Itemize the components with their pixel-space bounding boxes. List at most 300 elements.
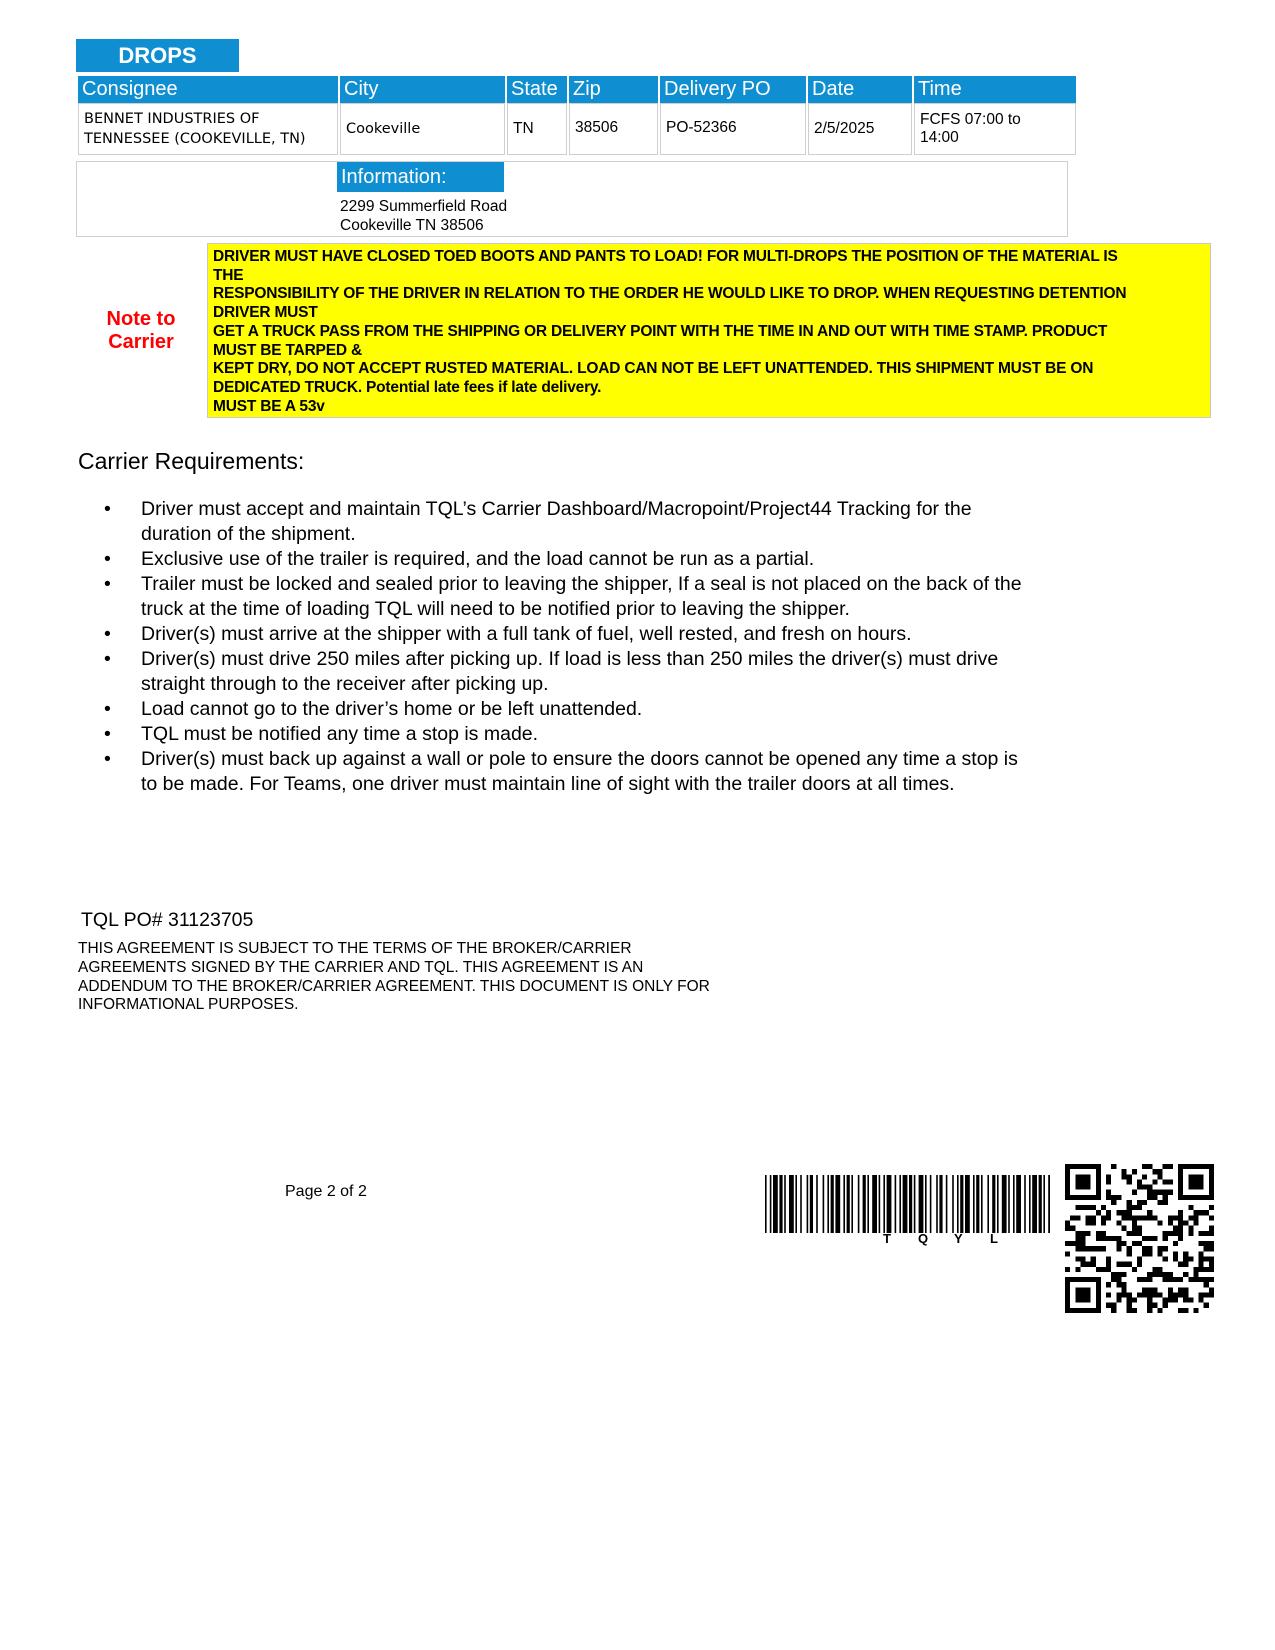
qr-module <box>1116 1221 1121 1226</box>
qr-module <box>1132 1308 1137 1313</box>
barcode-bar <box>872 1175 877 1233</box>
qr-module <box>1152 1179 1157 1184</box>
qr-module <box>1086 1215 1091 1220</box>
qr-module <box>1204 1277 1209 1282</box>
column-header-zip: Zip <box>569 76 658 103</box>
qr-module <box>1183 1251 1188 1256</box>
qr-module <box>1209 1205 1214 1210</box>
qr-module <box>1091 1256 1096 1261</box>
barcode-bar <box>823 1175 825 1233</box>
qr-module <box>1137 1262 1142 1267</box>
barcode-bar <box>1043 1175 1045 1233</box>
city-cell: Cookeville <box>340 103 505 155</box>
requirement-line: straight through to the receiver after picking up. <box>141 673 549 695</box>
qr-module <box>1065 1221 1070 1226</box>
qr-module <box>1122 1262 1127 1267</box>
barcode-bar <box>789 1175 794 1233</box>
qr-module <box>1065 1241 1070 1246</box>
qr-module <box>1127 1251 1132 1256</box>
qr-module <box>1116 1298 1121 1303</box>
note-line: RESPONSIBILITY OF THE DRIVER IN RELATION TO THE ORDER HE WOULD LIKE TO DROP. WHEN REQUESTING DETENTION <box>213 285 1127 303</box>
qr-module <box>1132 1215 1137 1220</box>
requirement-line: Driver(s) must drive 250 miles after picking up. If load is less than 250 miles the driver(s) must drive <box>141 648 999 670</box>
qr-module <box>1204 1241 1209 1246</box>
barcode-bar <box>765 1175 767 1233</box>
qr-module <box>1147 1303 1152 1308</box>
qr-module <box>1096 1210 1101 1215</box>
qr-module <box>1101 1236 1106 1241</box>
qr-module <box>1122 1226 1127 1231</box>
barcode-bar <box>863 1175 866 1233</box>
qr-module <box>1101 1221 1106 1226</box>
barcode-bar <box>957 1175 959 1233</box>
qr-module <box>1096 1246 1101 1251</box>
barcode-bar <box>883 1175 885 1233</box>
carrier-requirements-title: Carrier Requirements: <box>78 448 305 474</box>
column-header-city: City <box>340 76 505 103</box>
qr-module <box>1178 1226 1183 1231</box>
qr-module <box>1199 1251 1204 1256</box>
list-item <box>104 622 1074 647</box>
qr-module <box>1157 1308 1162 1313</box>
barcode-bar <box>925 1175 927 1233</box>
barcode-bar <box>909 1175 912 1233</box>
qr-module <box>1157 1169 1162 1174</box>
time-line: FCFS 07:00 to <box>920 111 1021 128</box>
barcode-bar <box>807 1175 809 1233</box>
qr-module <box>1065 1267 1070 1272</box>
qr-module <box>1178 1308 1183 1313</box>
qr-module <box>1101 1231 1106 1236</box>
qr-module <box>1075 1267 1080 1272</box>
page-number: Page 2 of 2 <box>285 1183 367 1200</box>
qr-module <box>1075 1287 1090 1302</box>
qr-module <box>1127 1308 1132 1313</box>
table-row <box>78 103 1076 155</box>
barcode-bar <box>1013 1175 1015 1233</box>
agreement-line: INFORMATIONAL PURPOSES. <box>78 996 299 1014</box>
qr-module <box>1086 1231 1091 1236</box>
qr-module <box>1204 1303 1209 1308</box>
qr-module <box>1122 1241 1127 1246</box>
qr-module <box>1183 1308 1188 1313</box>
delivery-po-cell: PO-52366 <box>660 103 806 155</box>
barcode-bar <box>973 1175 975 1233</box>
qr-module <box>1193 1277 1198 1282</box>
requirement-line: TQL must be notified any time a stop is made. <box>141 723 539 745</box>
time-line: 14:00 <box>920 129 959 146</box>
qr-module <box>1116 1292 1121 1297</box>
qr-module <box>1157 1251 1162 1256</box>
barcode-bar <box>1048 1175 1050 1233</box>
barcode-bar <box>895 1175 897 1233</box>
barcode-bar <box>952 1175 954 1233</box>
qr-module <box>1116 1277 1121 1282</box>
qr-module <box>1116 1236 1121 1241</box>
qr-module <box>1111 1164 1116 1169</box>
qr-module <box>1106 1195 1111 1200</box>
qr-module <box>1147 1190 1152 1195</box>
qr-module <box>1106 1179 1111 1184</box>
table-header-row <box>78 76 1076 103</box>
note-to-carrier-label <box>95 308 187 354</box>
qr-module <box>1070 1215 1075 1220</box>
qr-module <box>1209 1292 1214 1297</box>
qr-module <box>1137 1241 1142 1246</box>
qr-module <box>1116 1246 1121 1251</box>
qr-module <box>1163 1190 1168 1195</box>
qr-module <box>1142 1277 1147 1282</box>
qr-module <box>1106 1262 1111 1267</box>
qr-module <box>1152 1287 1157 1292</box>
qr-module <box>1152 1190 1157 1195</box>
information-box <box>76 161 1068 237</box>
qr-module <box>1204 1256 1209 1261</box>
qr-module <box>1209 1231 1214 1236</box>
bullet: • <box>104 573 111 595</box>
qr-module <box>1080 1262 1085 1267</box>
tql-po-number: TQL PO# 31123705 <box>81 909 254 931</box>
qr-module <box>1157 1174 1162 1179</box>
qr-module <box>1091 1246 1096 1251</box>
qr-module <box>1127 1205 1132 1210</box>
barcode-bar <box>816 1175 818 1233</box>
qr-module <box>1127 1215 1132 1220</box>
qr-module <box>1147 1236 1152 1241</box>
qr-module <box>1199 1231 1204 1236</box>
qr-module <box>1111 1200 1116 1205</box>
qr-module <box>1106 1190 1111 1195</box>
note-line: GET A TRUCK PASS FROM THE SHIPPING OR DELIVERY POINT WITH THE TIME IN AND OUT WITH TIME STAMP. PRODUCT <box>213 322 1108 340</box>
qr-module <box>1173 1226 1178 1231</box>
barcode-bar <box>1024 1175 1026 1233</box>
qr-module <box>1147 1308 1152 1313</box>
qr-module <box>1147 1215 1152 1220</box>
qr-module <box>1183 1256 1188 1261</box>
barcode-bar <box>867 1175 869 1233</box>
qr-module <box>1188 1277 1193 1282</box>
qr-module <box>1163 1298 1168 1303</box>
qr-module <box>1101 1246 1106 1251</box>
note-line: KEPT DRY, DO NOT ACCEPT RUSTED MATERIAL. LOAD CAN NOT BE LEFT UNATTENDED. THIS SHIPMENT MUST BE ON <box>213 360 1094 378</box>
qr-module <box>1106 1303 1111 1308</box>
bullet: • <box>104 623 111 645</box>
note-line: THE <box>213 266 244 284</box>
requirement-line: Trailer must be locked and sealed prior to leaving the shipper, If a seal is not placed on the back of the <box>141 573 1022 595</box>
requirement-line: Exclusive use of the trailer is required, and the load cannot be run as a partial. <box>141 548 815 570</box>
qr-module <box>1163 1303 1168 1308</box>
qr-module <box>1132 1298 1137 1303</box>
qr-module <box>1157 1292 1162 1297</box>
qr-module <box>1132 1205 1137 1210</box>
qr-module <box>1101 1205 1106 1210</box>
qr-module <box>1157 1272 1162 1277</box>
qr-module <box>1106 1282 1111 1287</box>
qr-module <box>1122 1282 1127 1287</box>
barcode-bar <box>831 1175 834 1233</box>
qr-module <box>1132 1169 1137 1174</box>
qr-module <box>1075 1241 1080 1246</box>
list-item <box>104 747 1074 797</box>
carrier-requirements-list <box>104 497 1074 797</box>
qr-module <box>1204 1267 1209 1272</box>
qr-module <box>1193 1221 1198 1226</box>
agreement-line: ADDENDUM TO THE BROKER/CARRIER AGREEMENT. THIS DOCUMENT IS ONLY FOR <box>78 977 710 995</box>
qr-module <box>1163 1164 1168 1169</box>
qr-module <box>1096 1236 1101 1241</box>
qr-module <box>1183 1272 1188 1277</box>
barcode-bar <box>1002 1175 1007 1233</box>
qr-module <box>1122 1174 1127 1179</box>
qr-module <box>1075 1215 1080 1220</box>
qr-module <box>1173 1298 1178 1303</box>
qr-module <box>1142 1236 1147 1241</box>
qr-module <box>1178 1292 1183 1297</box>
qr-module <box>1183 1287 1188 1292</box>
list-item <box>104 722 1074 747</box>
barcode-bar <box>930 1175 932 1233</box>
qr-module <box>1080 1231 1085 1236</box>
qr-module <box>1163 1195 1168 1200</box>
qr-module <box>1147 1195 1152 1200</box>
qr-module <box>1137 1256 1142 1261</box>
information-label: Information: <box>337 162 504 192</box>
agreement-line: THIS AGREEMENT IS SUBJECT TO THE TERMS OF THE BROKER/CARRIER <box>78 940 632 957</box>
qr-module <box>1132 1231 1137 1236</box>
qr-module <box>1091 1262 1096 1267</box>
requirement-line: Driver(s) must back up against a wall or pole to ensure the doors cannot be opened any time a stop is <box>141 748 1018 770</box>
barcode-bar <box>903 1175 908 1233</box>
qr-module <box>1188 1174 1203 1189</box>
bullet: • <box>104 498 111 520</box>
requirement-line: Driver(s) must arrive at the shipper with a full tank of fuel, well rested, and fresh on hours. <box>141 623 912 645</box>
qr-module <box>1147 1298 1152 1303</box>
bullet: • <box>104 748 111 770</box>
qr-module <box>1080 1236 1085 1241</box>
qr-module <box>1147 1272 1152 1277</box>
barcode-bar <box>939 1175 942 1233</box>
note-line: DEDICATED TRUCK. Potential late fees if late delivery. <box>213 378 602 396</box>
qr-module <box>1065 1251 1070 1256</box>
qr-module <box>1142 1246 1147 1251</box>
qr-module <box>1188 1231 1193 1236</box>
barcode-bar <box>773 1175 778 1233</box>
barcode-char: Y <box>954 1231 963 1246</box>
barcode-bar <box>847 1175 850 1233</box>
qr-module <box>1127 1303 1132 1308</box>
qr-module <box>1183 1298 1188 1303</box>
drops-section-title: DROPS <box>76 39 239 72</box>
qr-module <box>1193 1272 1198 1277</box>
qr-module <box>1152 1195 1157 1200</box>
qr-module <box>1209 1267 1214 1272</box>
qr-module <box>1116 1195 1121 1200</box>
qr-module <box>1178 1262 1183 1267</box>
barcode-bar <box>779 1175 782 1233</box>
qr-module <box>1168 1215 1173 1220</box>
consignee-line: BENNET INDUSTRIES OF <box>84 111 260 127</box>
qr-module <box>1116 1262 1121 1267</box>
qr-module <box>1152 1292 1157 1297</box>
barcode-bar <box>946 1175 948 1233</box>
qr-module <box>1080 1241 1085 1246</box>
qr-module <box>1106 1236 1111 1241</box>
qr-module <box>1152 1272 1157 1277</box>
qr-module <box>1147 1164 1152 1169</box>
qr-module <box>1116 1241 1121 1246</box>
qr-module <box>1106 1215 1111 1220</box>
qr-module <box>1163 1256 1168 1261</box>
barcode-bar <box>997 1175 999 1233</box>
qr-module <box>1127 1262 1132 1267</box>
qr-module <box>1157 1190 1162 1195</box>
qr-module <box>1137 1200 1142 1205</box>
address-line: Cookeville TN 38506 <box>340 217 484 234</box>
qr-module <box>1132 1226 1137 1231</box>
qr-module <box>1168 1277 1173 1282</box>
qr-module <box>1106 1174 1111 1179</box>
qr-module <box>1142 1292 1147 1297</box>
qr-module <box>1163 1277 1168 1282</box>
qr-module <box>1193 1215 1198 1220</box>
qr-module <box>1122 1272 1127 1277</box>
qr-module <box>1163 1246 1168 1251</box>
barcode-bar <box>858 1175 860 1233</box>
list-item <box>104 647 1074 697</box>
qr-module <box>1204 1292 1209 1297</box>
barcode-bar <box>887 1175 892 1233</box>
qr-module <box>1163 1200 1168 1205</box>
qr-module <box>1101 1267 1106 1272</box>
qr-module <box>1188 1226 1193 1231</box>
qr-module <box>1173 1231 1178 1236</box>
qr-module <box>1142 1185 1147 1190</box>
barcode-bar <box>965 1175 970 1233</box>
barcode-bar <box>1008 1175 1010 1233</box>
note-label-line: Carrier <box>108 331 174 353</box>
qr-module <box>1075 1174 1090 1189</box>
delivery-address <box>340 197 507 235</box>
qr-module <box>1132 1267 1137 1272</box>
qr-module <box>1091 1205 1096 1210</box>
qr-module <box>1142 1215 1147 1220</box>
column-header-consignee: Consignee <box>78 76 338 103</box>
qr-module <box>1137 1231 1142 1236</box>
barcode-bar <box>770 1175 772 1233</box>
qr-module <box>1209 1277 1214 1282</box>
qr-module <box>1152 1236 1157 1241</box>
qr-module <box>1132 1190 1137 1195</box>
bullet: • <box>104 648 111 670</box>
qr-code-image <box>1065 1164 1214 1313</box>
qr-module <box>1152 1169 1157 1174</box>
qr-module <box>1106 1292 1111 1297</box>
qr-module <box>1163 1272 1168 1277</box>
qr-module <box>1183 1221 1188 1226</box>
qr-module <box>1122 1292 1127 1297</box>
qr-module <box>1137 1179 1142 1184</box>
qr-module <box>1204 1282 1209 1287</box>
qr-module <box>1199 1267 1204 1272</box>
qr-module <box>1173 1251 1178 1256</box>
qr-module <box>1157 1221 1162 1226</box>
qr-module <box>1173 1292 1178 1297</box>
qr-module <box>1142 1174 1147 1179</box>
qr-module <box>1209 1287 1214 1292</box>
qr-module <box>1075 1205 1080 1210</box>
qr-module <box>1065 1226 1070 1231</box>
agreement-disclaimer <box>78 940 778 1015</box>
qr-module <box>1193 1210 1198 1215</box>
barcode-bar <box>936 1175 938 1233</box>
note-line: MUST BE TARPED & <box>213 341 362 359</box>
barcode-bar <box>1039 1175 1042 1233</box>
qr-module <box>1086 1205 1091 1210</box>
qr-module <box>1173 1256 1178 1261</box>
qr-module <box>1178 1277 1183 1282</box>
note-line: DRIVER MUST <box>213 304 318 322</box>
qr-module <box>1147 1185 1152 1190</box>
column-header-date: Date <box>808 76 912 103</box>
qr-module <box>1168 1272 1173 1277</box>
qr-module <box>1209 1226 1214 1231</box>
qr-module <box>1188 1256 1193 1261</box>
qr-module <box>1106 1267 1111 1272</box>
qr-module <box>1075 1256 1080 1261</box>
barcode-bar <box>843 1175 845 1233</box>
qr-module <box>1209 1215 1214 1220</box>
barcode-bar <box>827 1175 829 1233</box>
barcode-bar <box>851 1175 853 1233</box>
requirement-line: Driver must accept and maintain TQL’s Carrier Dashboard/Macropoint/Project44 Tracking for the <box>141 498 972 520</box>
qr-module <box>1111 1303 1116 1308</box>
drops-table <box>76 76 1078 155</box>
qr-module <box>1132 1241 1137 1246</box>
requirement-line: to be made. For Teams, one driver must maintain line of sight with the trailer doors at all times. <box>141 773 955 795</box>
qr-module <box>1080 1246 1085 1251</box>
qr-module <box>1199 1210 1204 1215</box>
address-line: 2299 Summerfield Road <box>340 198 508 215</box>
barcode-bar <box>960 1175 963 1233</box>
qr-module <box>1193 1267 1198 1272</box>
barcode-bar <box>784 1175 786 1233</box>
consignee-line: TENNESSEE (COOKEVILLE, TN) <box>84 131 306 147</box>
barcode-bar <box>1029 1175 1031 1233</box>
barcode-bar <box>879 1175 881 1233</box>
requirement-line: duration of the shipment. <box>141 523 356 545</box>
qr-module <box>1209 1256 1214 1261</box>
qr-module <box>1122 1287 1127 1292</box>
barcode-char: L <box>990 1231 998 1246</box>
qr-module <box>1199 1241 1204 1246</box>
qr-module <box>1188 1205 1193 1210</box>
qr-module <box>1142 1164 1147 1169</box>
qr-module <box>1147 1277 1152 1282</box>
qr-module <box>1157 1246 1162 1251</box>
qr-module <box>1168 1190 1173 1195</box>
barcode-bar <box>981 1175 983 1233</box>
qr-module <box>1163 1231 1168 1236</box>
qr-module <box>1204 1231 1209 1236</box>
qr-module <box>1178 1215 1183 1220</box>
qr-module <box>1116 1272 1121 1277</box>
barcode-bar <box>987 1175 989 1233</box>
qr-module <box>1168 1221 1173 1226</box>
qr-module <box>1137 1185 1142 1190</box>
qr-module <box>1168 1287 1173 1292</box>
qr-module <box>1199 1298 1204 1303</box>
qr-module <box>1122 1169 1127 1174</box>
